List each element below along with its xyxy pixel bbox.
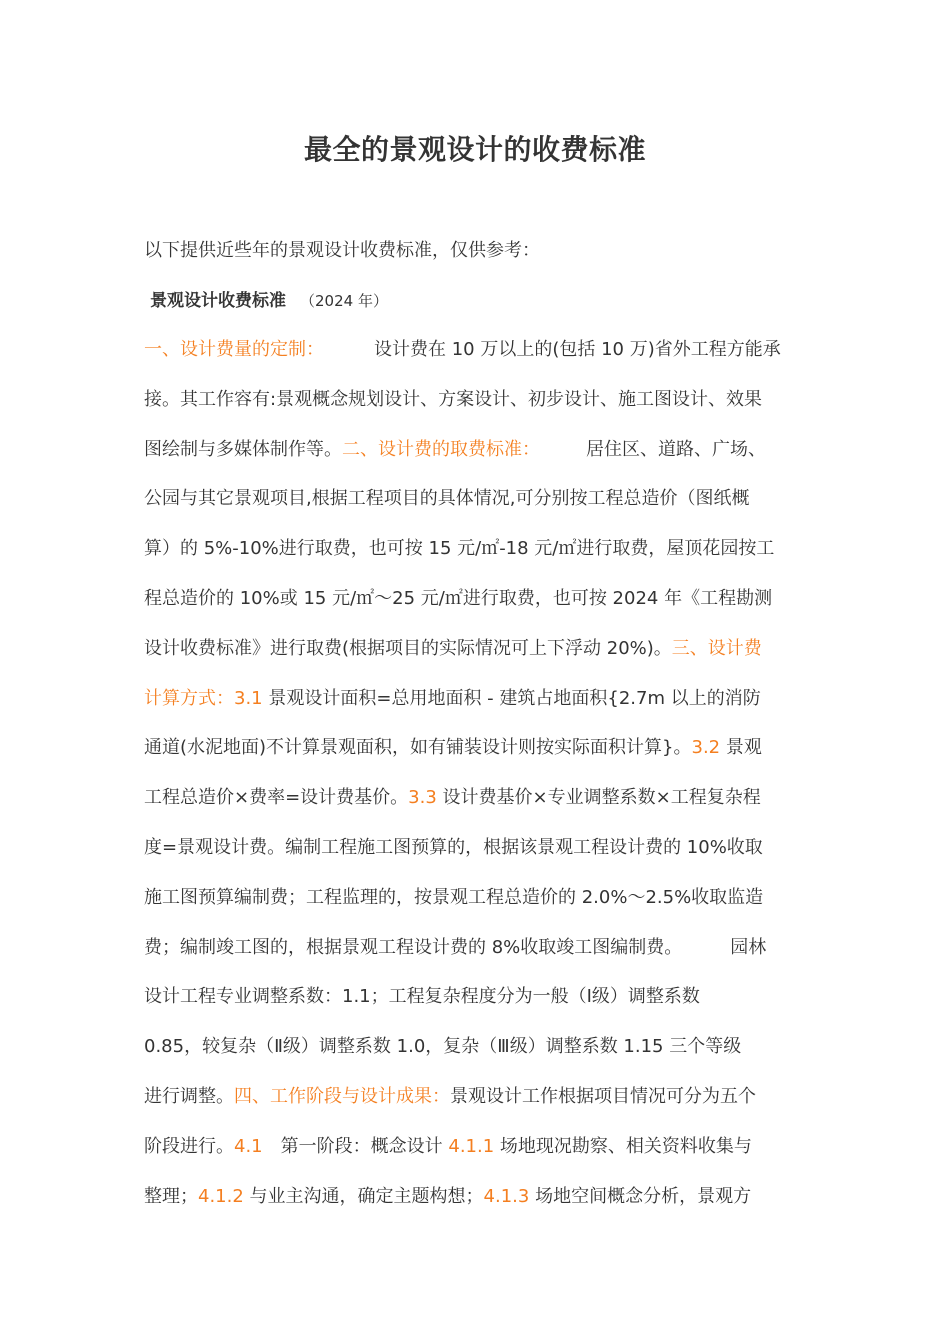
body-line — [144, 1072, 812, 1122]
body-text-run: 景观设计面积=总用地面积 - 建筑占地面积{2.7m 以上的消防 — [262, 687, 761, 709]
body-text-run: 第一阶段：概念设计 — [280, 1135, 449, 1157]
highlighted-heading: 一、设计费量的定制： — [144, 339, 324, 360]
body-text-run: 费；编制竣工图的，根据景观工程设计费的 8%收取竣工图编制费。 — [144, 936, 683, 958]
body-line — [144, 723, 812, 773]
subheading-year: （2024 年） — [300, 292, 388, 310]
body-line — [144, 624, 812, 674]
highlighted-heading: 3.3 — [408, 787, 437, 809]
body-text-run: 设计工程专业调整系数：1.1；工程复杂程度分为一般（Ⅰ级）调整系数 — [144, 986, 700, 1008]
body-text-run: 程总造价的 10%或 15 元/㎡～25 元/㎡进行取费，也可按 2024 年《工程勘测 — [144, 587, 773, 609]
highlighted-heading: 4.1 — [234, 1135, 263, 1157]
body-line — [144, 574, 812, 624]
highlighted-heading: 三、设计费 — [671, 637, 762, 659]
body-text-run: 景观 — [720, 737, 762, 759]
body-line — [144, 773, 812, 823]
body-text-run: 算）的 5%-10%进行取费，也可按 15 元/㎡-18 元/㎡进行取费，屋顶花园按工 — [144, 538, 775, 560]
body-text-run: 与业主沟通，确定主题构想； — [243, 1185, 484, 1207]
body-text-run: 进行调整。 — [144, 1085, 234, 1107]
body-text-run: 整理； — [144, 1185, 198, 1207]
document-title: 最全的景观设计的收费标准 — [303, 133, 646, 166]
body-text-run: 公园与其它景观项目,根据工程项目的具体情况,可分别按工程总造价（图纸概 — [144, 488, 750, 510]
section-subheading — [150, 286, 810, 311]
body-text-run: 设计费基价×专业调整系数×工程复杂程 — [436, 787, 761, 809]
body-text-run: 设计费在 10 万以上的(包括 10 万)省外工程方能承 — [374, 339, 781, 360]
body-text-run: 通道(水泥地面)不计算景观面积，如有铺装设计则按实际面积计算}。 — [144, 737, 692, 759]
highlighted-heading: 四、工作阶段与设计成果： — [234, 1085, 450, 1107]
body-text-run: 阶段进行。 — [144, 1135, 234, 1157]
body-line — [144, 1172, 812, 1222]
body-text-run: 工程总造价×费率=设计费基价。 — [144, 787, 409, 809]
body-line — [144, 325, 812, 375]
subheading-text: 景观设计收费标准 — [150, 291, 286, 311]
body-line — [144, 823, 812, 873]
body-text-run: 图绘制与多媒体制作等。 — [144, 438, 342, 460]
body-line — [144, 923, 812, 973]
highlighted-heading: 二、设计费的取费标准： — [342, 438, 540, 460]
body-text-run: 景观设计工作根据项目情况可分为五个 — [450, 1085, 756, 1107]
body-line — [144, 524, 812, 574]
body-line — [144, 873, 812, 923]
highlighted-heading: 计算方式：3.1 — [144, 687, 263, 709]
highlighted-heading: 4.1.1 — [448, 1135, 495, 1157]
body-line — [144, 1122, 812, 1172]
body-line — [144, 1022, 812, 1072]
intro-paragraph: 以下提供近些年的景观设计收费标准，仅供参考： — [144, 240, 540, 261]
body-text-run: 园林 — [730, 936, 767, 958]
body-line — [144, 674, 812, 724]
body-text-run: 设计收费标准》进行取费(根据项目的实际情况可上下浮动 20%)。 — [144, 637, 672, 659]
body-text-run: 场地现况勘察、相关资料收集与 — [494, 1135, 752, 1157]
highlighted-heading: 4.1.3 — [483, 1185, 530, 1207]
body-text-run: 0.85，较复杂（Ⅱ级）调整系数 1.0，复杂（Ⅲ级）调整系数 1.15 三个等级 — [144, 1036, 742, 1058]
body-line — [144, 375, 812, 425]
body-text-run: 施工图预算编制费；工程监理的，按景观工程总造价的 2.0%～2.5%收取监造 — [144, 886, 764, 908]
body-text-run: 居住区、道路、广场、 — [586, 438, 766, 460]
body-text-run: 场地空间概念分析，景观方 — [529, 1185, 752, 1207]
body-text — [144, 325, 812, 1221]
highlighted-heading: 4.1.2 — [198, 1185, 244, 1207]
body-line — [144, 474, 812, 524]
highlighted-heading: 3.2 — [691, 737, 721, 759]
body-line — [144, 972, 812, 1022]
body-text-run: 接。其工作容有:景观概念规划设计、方案设计、初步设计、施工图设计、效果 — [144, 388, 763, 410]
body-text-run: 度=景观设计费。编制工程施工图预算的，根据该景观工程设计费的 10%收取 — [144, 836, 763, 858]
body-line — [144, 425, 812, 475]
